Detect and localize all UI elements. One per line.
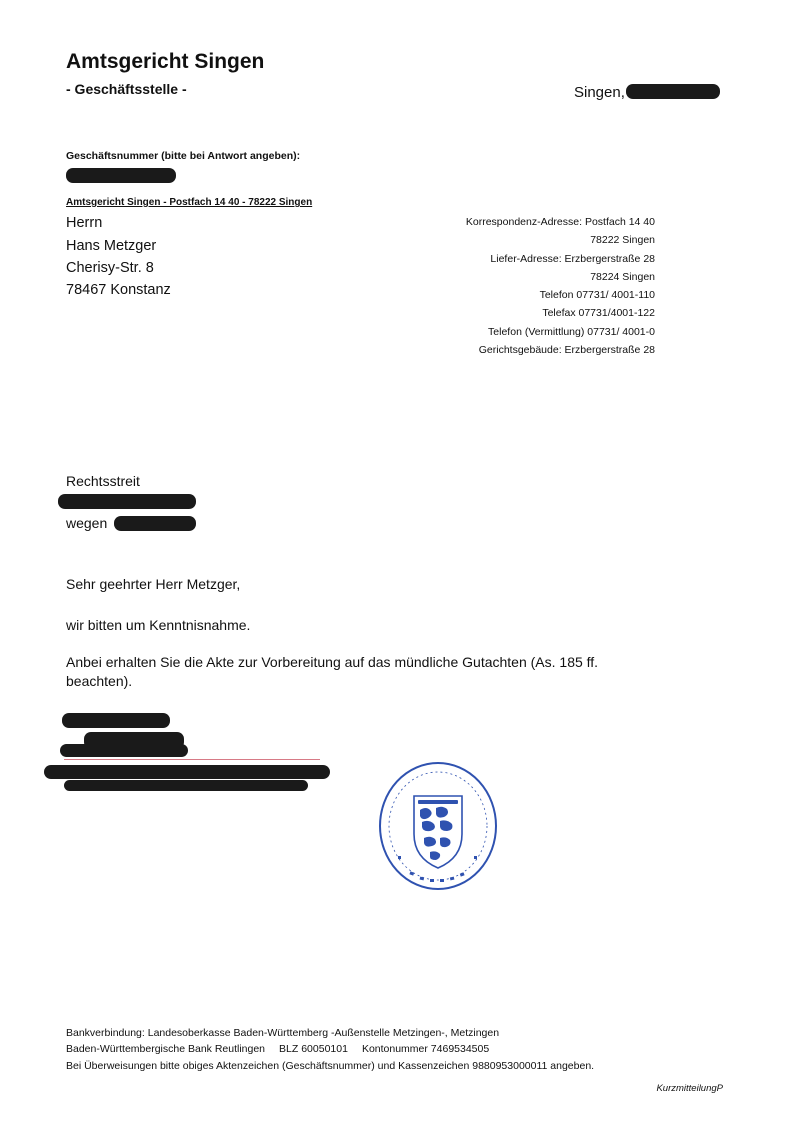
info-line: 78224 Singen [590,270,655,283]
court-seal-stamp [376,760,500,892]
body-paragraph-1: wir bitten um Kenntnisnahme. [66,617,251,633]
letter-salutation: Sehr geehrter Herr Metzger, [66,576,241,592]
info-line: Korrespondenz-Adresse: Postfach 14 40 [465,216,655,228]
footer-bank-name: Baden-Württembergische Bank Reutlingen [66,1043,266,1056]
redacted-date [626,84,720,99]
reference-label: Geschäftsnummer (bitte bei Antwort angeben): [66,150,301,162]
recipient-street: Cherisy-Str. 8 [66,260,154,276]
info-line: Liefer-Adresse: Erzbergerstraße 28 [490,252,655,265]
city-label: Singen, [574,84,625,101]
info-line: Telefon 07731/ 4001-110 [539,289,655,302]
body-paragraph-2: Anbei erhalten Sie die Akte zur Vorbereitung auf das mündliche Gutachten (As. 185 ff. beachten). [66,654,599,689]
court-name: Amtsgericht Singen [66,50,265,73]
info-line: Telefon (Vermittlung) 07731/ 4001-0 [488,325,655,338]
case-subject-label: wegen [66,515,108,531]
redacted-signature [60,744,188,757]
redacted-signatory-title [64,780,308,791]
info-line: 78222 Singen [590,234,655,247]
sender-return-address: Amtsgericht Singen - Postfach 14 40 - 78222 Singen [66,197,313,208]
footer-line: Bankverbindung: Landesoberkasse Baden-Württemberg -Außenstelle Metzingen-, Metzingen [66,1027,500,1039]
redacted-case-subject [114,516,196,531]
recipient-salutation: Herrn [66,215,103,231]
recipient-city: 78467 Konstanz [66,282,171,298]
redacted-signatory-title [44,765,330,779]
footer-bank-details [66,1025,594,1074]
city-date [574,84,720,101]
redacted-reference-number [66,168,176,183]
court-contact-info [466,216,655,362]
case-label: Rechtsstreit [66,473,140,489]
info-line: Gerichtsgebäude: Erzbergerstraße 28 [478,344,655,357]
recipient-name: Hans Metzger [66,238,157,254]
footer-account: Kontonummer 7469534505 [361,1043,490,1056]
signature-line [64,759,320,760]
footer-bank-row [66,1041,594,1057]
office-subtitle: - Geschäftsstelle - [66,81,187,97]
redacted-signature-note [62,713,170,728]
info-line: Telefax 07731/4001-122 [542,307,655,320]
redacted-parties [58,494,196,509]
footer-blz: BLZ 60050101 [279,1043,348,1056]
footer-line: Bei Überweisungen bitte obiges Aktenzeichen (Geschäftsnummer) und Kassenzeichen 9880953000011 angeben. [66,1059,595,1072]
form-identifier: KurzmitteilungP [656,1083,723,1094]
